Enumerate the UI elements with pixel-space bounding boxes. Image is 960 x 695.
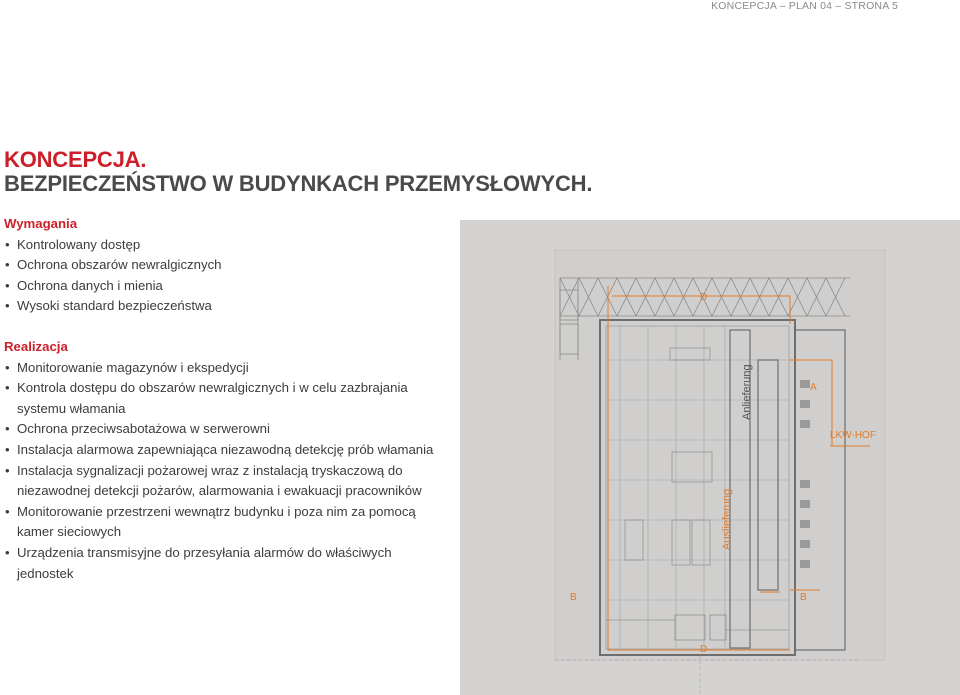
list-item: • Monitorowanie magazynów i ekspedycji: [4, 358, 444, 379]
page-title: [4, 148, 592, 196]
list-item: • Urządzenia transmisyjne do przesyłania alarmów do właściwych jednostek: [4, 543, 444, 584]
title-line-1: KONCEPCJA.: [4, 147, 147, 172]
floor-plan-image: [460, 220, 960, 695]
list-item: • Instalacja alarmowa zapewniająca niezawodną detekcję prób włamania: [4, 440, 444, 461]
running-head: KONCEPCJA – PLAN 04 – STRONA 5: [711, 0, 898, 12]
label-d-bottom: D: [700, 644, 708, 655]
requirements-section: [4, 214, 222, 317]
label-b-left: B: [570, 592, 577, 603]
title-line-2: BEZPIECZEŃSTWO W BUDYNKACH PRZEMYSŁOWYCH.: [4, 171, 593, 196]
label-b-right: B: [800, 592, 807, 603]
requirements-list: [4, 235, 222, 317]
label-a: A: [810, 382, 817, 393]
list-item: • Instalacja sygnalizacji pożarowej wraz z instalacją tryskaczową do niezawodnej detekcji pożarów, alarmowania i ewakuacji pracowników: [4, 461, 444, 502]
label-anlieferung: Anlieferung: [741, 364, 753, 420]
requirements-heading: Wymagania: [4, 216, 78, 231]
floor-plan-drawing: [460, 220, 960, 695]
realization-section: [4, 337, 444, 584]
realization-list: [4, 358, 444, 585]
label-lkw-hof: LKW-HOF: [830, 430, 876, 441]
list-item: • Kontrola dostępu do obszarów newralgicznych i w celu zazbrajania systemu włamania: [4, 378, 444, 419]
realization-heading: Realizacja: [4, 339, 68, 354]
list-item: • Kontrolowany dostęp: [4, 235, 222, 256]
list-item: • Ochrona obszarów newralgicznych: [4, 255, 222, 276]
list-item: • Ochrona danych i mienia: [4, 276, 222, 297]
list-item: • Monitorowanie przestrzeni wewnątrz budynku i poza nim za pomocą kamer sieciowych: [4, 502, 444, 543]
list-item: • Ochrona przeciwsabotażowa w serwerowni: [4, 419, 444, 440]
label-auslieferung: Auslieferung: [721, 488, 733, 550]
list-item: • Wysoki standard bezpieczeństwa: [4, 296, 222, 317]
label-d-top: D: [700, 292, 708, 303]
